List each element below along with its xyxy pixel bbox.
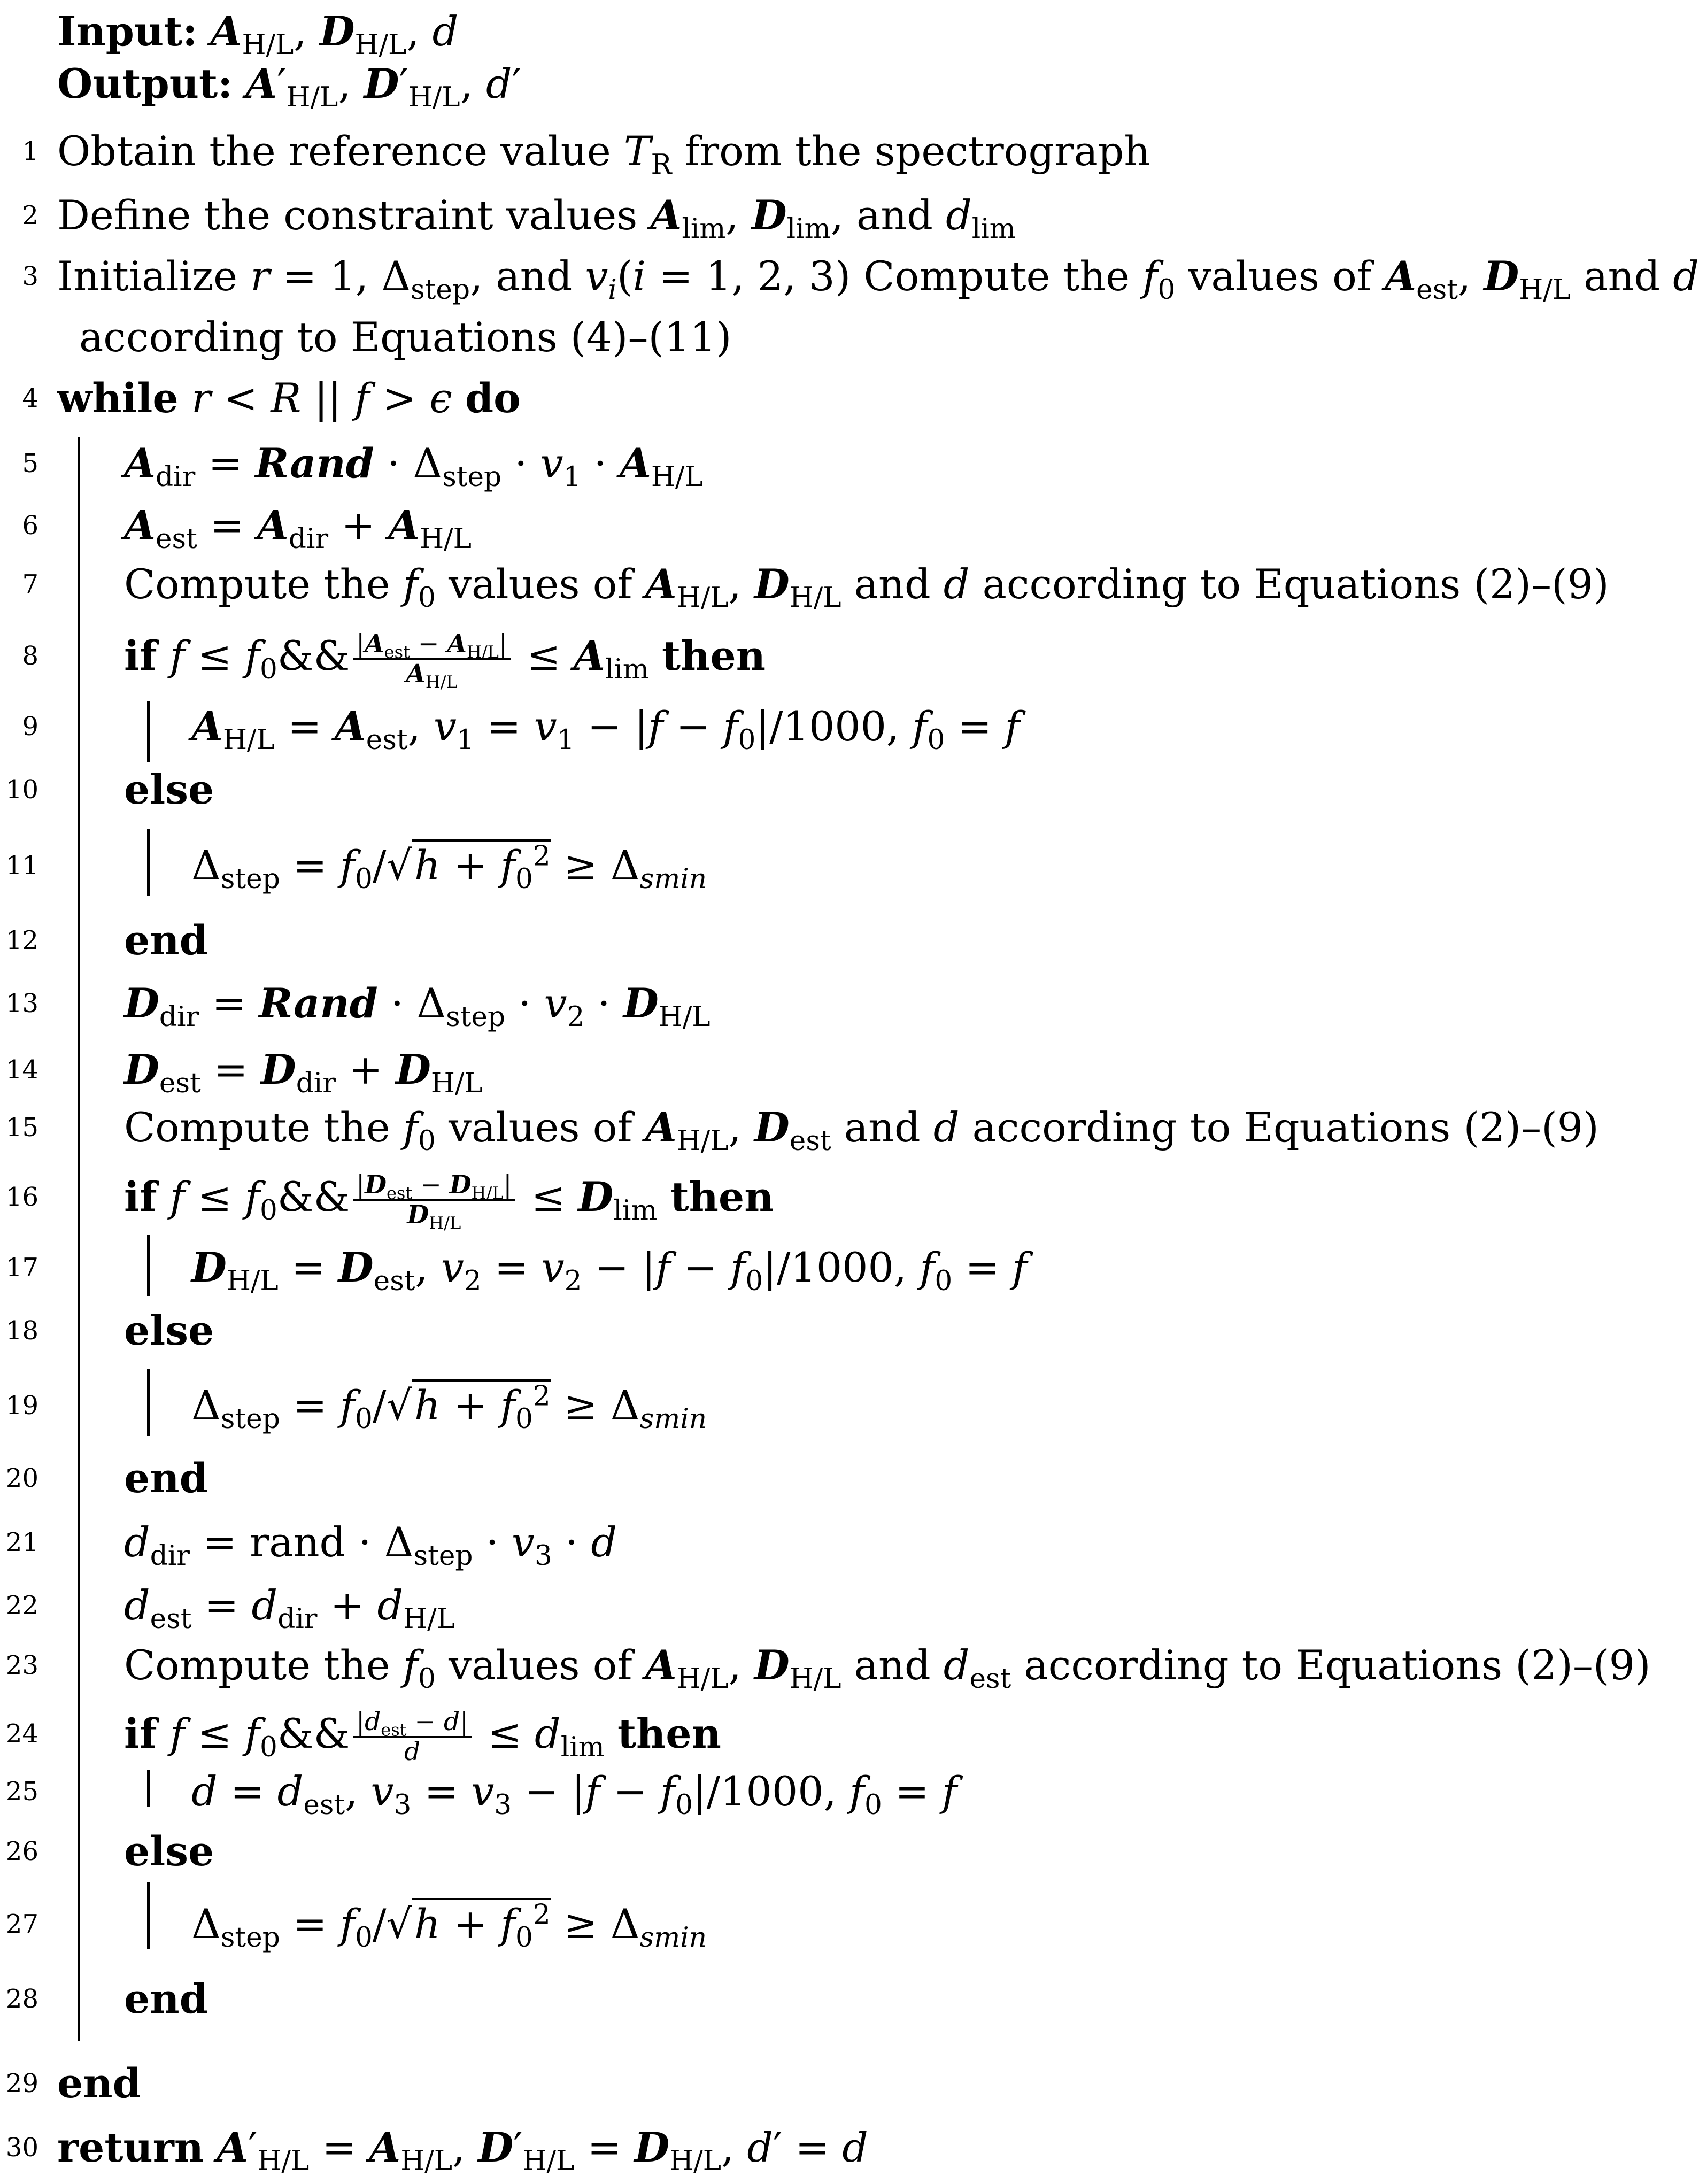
output-content: $A'_{H/L}$, $D'_{H/L}$, d′: [245, 60, 521, 114]
if2-then-bar: [147, 1235, 150, 1296]
line-number: 18: [5, 1316, 38, 1346]
line-text: if $f \le f_0\&\&$ $\frac{|D_{est} - D_{H/L}|}{D_{H/L}}$ ≤ $D_{lim}$ then: [124, 1170, 774, 1233]
line-number: 21: [5, 1527, 38, 1557]
line-text: $A_{dir}$ = Rand · $\Delta_{step} \cdot v_1 \cdot A_{H/L}$: [124, 439, 703, 493]
line-number: 19: [5, 1391, 38, 1421]
line-number: 5: [22, 449, 38, 479]
line-number: 15: [5, 1113, 38, 1143]
line-number: 17: [5, 1253, 38, 1283]
output-statement: [57, 52, 521, 115]
line-text: $D_{est} = D_{dir} + D_{H/L}$: [124, 1046, 483, 1100]
line-number: 7: [22, 569, 38, 599]
line-number: 26: [5, 1836, 38, 1866]
if1-else-bar: [147, 829, 150, 896]
input-content: $A_{H/L}$, $D_{H/L}$, d: [210, 7, 459, 61]
line-text: $\Delta_{step} = f_0/√h + f_0^2 \ge \Delta_{smin}$: [191, 1899, 707, 1954]
line-number: 10: [5, 775, 38, 805]
line-number: 11: [5, 851, 38, 881]
line-number: 8: [22, 641, 38, 671]
line-number: 12: [5, 925, 38, 955]
line-text: $D_{H/L} = D_{est}$, $v_2 = v_2 - |f - f_0|/1000$, $f_0 = f$: [191, 1244, 1028, 1298]
line-text: Compute the $f_0$ values of $A_{H/L}$, $D_{H/L}$ and $d_{est}$ according to Equations (2)–(9): [124, 1641, 1651, 1695]
line-number: 20: [5, 1463, 38, 1493]
if3-then-bar: [147, 1770, 150, 1807]
line-text: Obtain the reference value $T_R$ from the spectrograph: [57, 127, 1150, 181]
line-number: 30: [5, 2133, 38, 2163]
line-number: 16: [5, 1182, 38, 1212]
line-text: $A_{est} = A_{dir} + A_{H/L}$: [124, 501, 472, 555]
line-text: else: [124, 766, 214, 813]
line-text: end: [124, 916, 208, 964]
output-keyword: Output:: [57, 60, 233, 107]
line-number: 24: [5, 1719, 38, 1749]
line-number: 9: [22, 712, 38, 742]
line-text: Initialize r = 1, $\Delta_{step}$, and $v_i(i = 1$, 2, 3) Compute the $f_0$ values of $A_{est}$, $D_{H/L}$ and d: [57, 252, 1699, 306]
while-scope-bar: [78, 437, 80, 2041]
line-number: 25: [5, 1777, 38, 1807]
if3-else-bar: [147, 1882, 150, 1949]
line-number: 2: [22, 200, 38, 230]
line-text: else: [124, 1307, 214, 1354]
line-number: 22: [5, 1591, 38, 1620]
line-text: $d = d_{est}$, $v_3 = v_3 - |f - f_0|/1000$, $f_0 = f$: [191, 1768, 957, 1822]
if2-else-bar: [147, 1369, 150, 1436]
if1-then-bar: [147, 701, 150, 762]
line-text: end: [124, 1975, 208, 2023]
line-text: if $f \le f_0\&\&$ $\frac{|d_{est} - d|}{d}$ ≤ $d_{lim}$ then: [124, 1707, 721, 1766]
line-number: 29: [5, 2069, 38, 2098]
line-number: 14: [5, 1055, 38, 1085]
line-text: Define the constraint values $A_{lim}$, $D_{lim}$, and $d_{lim}$: [57, 191, 1016, 245]
line-text: return $A'_{H/L} = A_{H/L}$, $D'_{H/L} = D_{H/L}$, d′ = d: [57, 2124, 868, 2178]
line-number: 23: [5, 1650, 38, 1680]
line-text: while r < R || f > ϵ do: [57, 374, 521, 422]
line-number: 13: [5, 989, 38, 1018]
line-text: $\Delta_{step} = f_0/√h + f_0^2 \ge \Delta_{smin}$: [191, 1380, 707, 1436]
line-text: end: [124, 1454, 208, 1502]
line-number: 1: [22, 136, 38, 166]
line-text: $d_{dir}$ = rand · $\Delta_{step} \cdot v_3 \cdot d$: [124, 1518, 617, 1572]
line-text: Compute the $f_0$ values of $A_{H/L}$, $D_{est}$ and d according to Equations (2)–(9): [124, 1103, 1599, 1157]
line-number: 3: [22, 261, 38, 291]
line-text: $A_{H/L} = A_{est}$, $v_1 = v_1 - |f - f_0|/1000$, $f_0 = f$: [191, 703, 1020, 757]
line-text: end: [57, 2059, 141, 2107]
line-text: else: [124, 1827, 214, 1875]
line-number: 27: [5, 1909, 38, 1939]
line-text: $\Delta_{step} = f_0/√h + f_0^2 \ge \Delta_{smin}$: [191, 840, 707, 896]
line-text: according to Equations (4)–(11): [79, 313, 732, 361]
line-text: if $f \le f_0\&\&$ $\frac{|A_{est} - A_{H/L}|}{A_{H/L}}$ ≤ $A_{lim}$ then: [124, 629, 766, 692]
line-text: $D_{dir}$ = Rand · $\Delta_{step} \cdot v_2 \cdot D_{H/L}$: [124, 979, 711, 1033]
line-text: $d_{est} = d_{dir} + d_{H/L}$: [124, 1581, 455, 1635]
line-text: Compute the $f_0$ values of $A_{H/L}$, $D_{H/L}$ and d according to Equations (2)–(9): [124, 560, 1609, 614]
line-number: 6: [22, 511, 38, 541]
line-number: 28: [5, 1984, 38, 2014]
line-number: 4: [22, 383, 38, 413]
input-keyword: Input:: [57, 7, 198, 55]
